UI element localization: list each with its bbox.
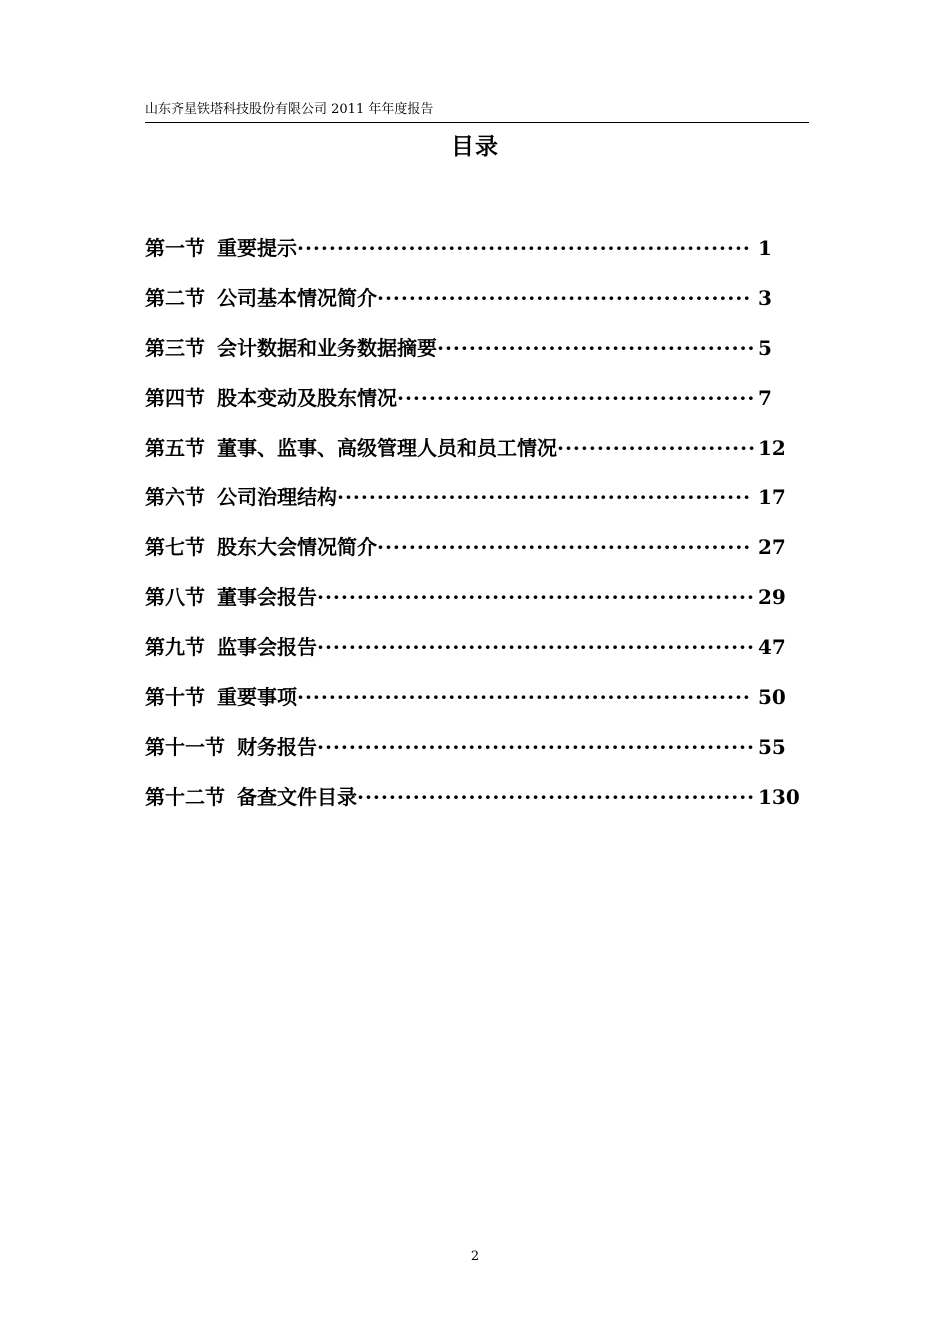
toc-section-title: 董事会报告	[217, 585, 317, 610]
toc-entry[interactable]	[145, 332, 805, 382]
toc-leader-dots: ···············································	[377, 535, 752, 560]
toc-page-number: 27	[758, 535, 786, 560]
toc-page-number: 29	[758, 585, 786, 610]
toc-page-number: 17	[758, 485, 786, 510]
toc-page-number: 3	[758, 285, 772, 310]
toc-leader-dots: ···············································	[377, 285, 752, 310]
toc-section-title: 监事会报告	[217, 635, 317, 660]
toc-entry[interactable]	[145, 432, 805, 482]
toc-entry[interactable]	[145, 781, 805, 831]
toc-entry[interactable]	[145, 581, 805, 631]
toc-entry[interactable]	[145, 531, 805, 581]
page-number: 2	[470, 1249, 480, 1264]
toc-leader-dots: ·························································	[297, 685, 751, 710]
toc-section-title: 股东大会情况简介	[217, 535, 377, 560]
toc-section-title: 会计数据和业务数据摘要	[217, 335, 437, 360]
toc-page-number: 5	[758, 335, 772, 360]
toc-entry[interactable]	[145, 681, 805, 731]
toc-page-number: 7	[758, 385, 772, 410]
toc-leader-dots: ·······················································	[317, 734, 755, 759]
toc-section-number: 第三节	[145, 335, 205, 360]
toc-entry[interactable]	[145, 731, 805, 781]
table-of-contents	[145, 232, 805, 831]
toc-entry[interactable]	[145, 232, 805, 282]
toc-section-number: 第五节	[145, 435, 205, 460]
toc-section-number: 第八节	[145, 585, 205, 610]
toc-section-title: 财务报告	[237, 734, 317, 759]
toc-section-number: 第六节	[145, 485, 205, 510]
toc-section-title: 董事、监事、高级管理人员和员工情况	[217, 435, 557, 460]
toc-entry[interactable]	[145, 382, 805, 432]
toc-leader-dots: ·························	[557, 435, 757, 460]
toc-leader-dots: ··················································	[357, 784, 756, 809]
toc-section-number: 第二节	[145, 285, 205, 310]
header-text: 山东齐星铁塔科技股份有限公司 2011 年年度报告	[145, 102, 434, 117]
toc-leader-dots: ·······················································	[317, 585, 755, 610]
toc-leader-dots: ·······················································	[317, 635, 755, 660]
toc-entry[interactable]	[145, 481, 805, 531]
toc-section-number: 第四节	[145, 385, 205, 410]
toc-section-title: 备查文件目录	[237, 784, 357, 809]
toc-page-number: 47	[758, 635, 786, 660]
toc-section-number: 第十二节	[145, 784, 225, 809]
toc-page-number: 50	[758, 685, 786, 710]
toc-page-number: 55	[758, 734, 786, 759]
toc-section-number: 第七节	[145, 535, 205, 560]
toc-entry[interactable]	[145, 631, 805, 681]
toc-section-title: 重要事项	[217, 685, 297, 710]
toc-leader-dots: ····················································	[337, 485, 752, 510]
toc-section-number: 第九节	[145, 635, 205, 660]
toc-section-title: 股本变动及股东情况	[217, 385, 397, 410]
toc-page-number: 12	[758, 435, 786, 460]
page-title: 目录	[451, 133, 499, 160]
toc-leader-dots: ·············································	[397, 385, 756, 410]
toc-section-number: 第十节	[145, 685, 205, 710]
toc-page-number: 130	[758, 784, 800, 809]
toc-section-title: 公司基本情况简介	[217, 285, 377, 310]
toc-leader-dots: ········································	[437, 335, 756, 360]
toc-leader-dots: ·························································	[297, 236, 751, 260]
toc-section-number: 第十一节	[145, 734, 225, 759]
toc-section-title: 重要提示	[217, 236, 297, 260]
page-header	[145, 100, 809, 123]
toc-entry[interactable]	[145, 282, 805, 332]
toc-section-number: 第一节	[145, 236, 205, 260]
toc-section-title: 公司治理结构	[217, 485, 337, 510]
toc-page-number: 1	[758, 236, 772, 260]
